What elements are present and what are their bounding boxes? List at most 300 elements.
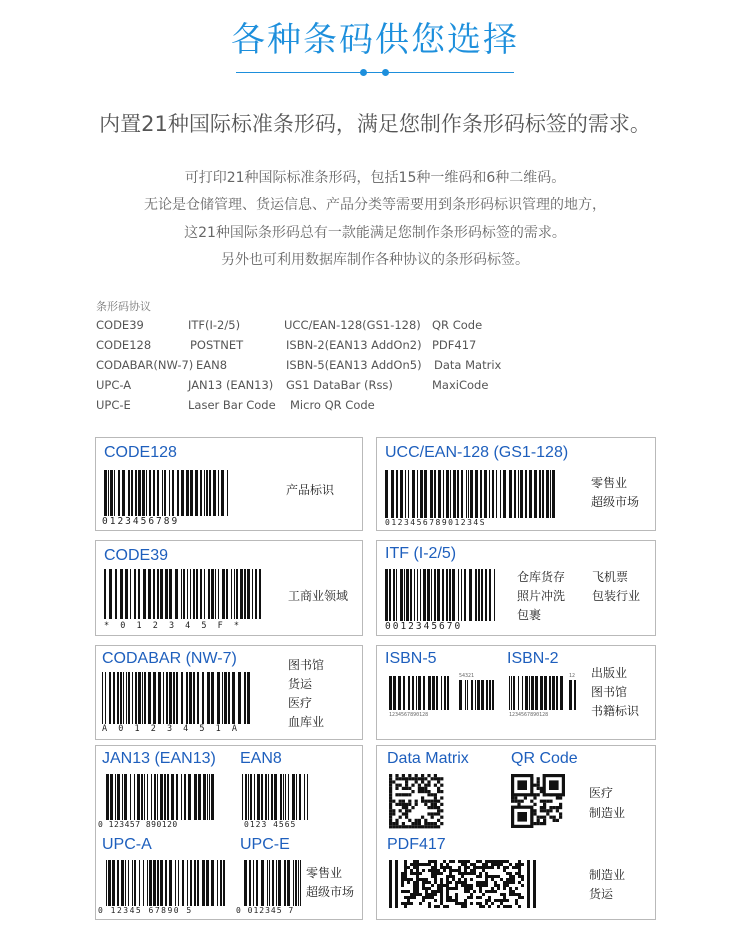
barcode-bar: [494, 569, 495, 621]
barcode-bar: [110, 470, 113, 516]
symbol-module: [402, 774, 405, 777]
symbol-module: [431, 793, 434, 796]
symbol-module: [389, 899, 392, 902]
symbol-module: [419, 863, 422, 866]
protocol-item: JAN13 (EAN13): [188, 378, 274, 392]
pdf417-code: [389, 860, 537, 910]
symbol-module: [549, 816, 552, 819]
barcode-bar: [124, 774, 127, 820]
barcode-bar: [416, 676, 417, 710]
symbol-module: [411, 822, 414, 825]
protocol-item: UCC/EAN-128(GS1-128): [284, 318, 421, 332]
symbol-module: [424, 825, 427, 828]
symbol-module: [434, 869, 437, 872]
barcode-bar: [520, 470, 523, 518]
barcode-bar: [438, 470, 441, 518]
symbol-module: [515, 863, 518, 866]
barcode-bar: [406, 569, 409, 621]
symbol-module: [434, 905, 437, 908]
barcode-type-label: CODABAR (NW-7): [102, 650, 237, 667]
symbol-module: [395, 863, 398, 866]
usage-tag: 照片冲洗: [517, 589, 566, 603]
symbol-module: [411, 790, 414, 793]
barcode-bar: [418, 676, 421, 710]
symbol-module: [418, 790, 421, 793]
symbol-module: [473, 866, 476, 869]
barcode-bar: [134, 774, 135, 820]
symbol-module: [549, 800, 552, 803]
barcode-bar: [437, 569, 440, 621]
barcode-bar: [104, 470, 107, 516]
usage-tag: 图书馆: [591, 685, 628, 699]
symbol-module: [494, 863, 497, 866]
usage-tag: 制造业: [589, 806, 626, 820]
symbol-module: [506, 866, 509, 869]
symbol-module: [405, 793, 408, 796]
barcode-bar: [432, 676, 435, 710]
barcode-bar: [195, 470, 198, 516]
barcode-bar: [165, 860, 167, 906]
symbol-module: [491, 887, 494, 890]
barcode-bar: [109, 569, 112, 619]
symbol-module: [443, 869, 446, 872]
barcode-bar: [408, 676, 410, 710]
symbol-module: [488, 899, 491, 902]
barcode-bar: [162, 470, 163, 516]
addon-digits: 54321: [459, 673, 475, 679]
barcode-bar: [255, 569, 257, 619]
symbol-module: [419, 893, 422, 896]
barcode-bar: [492, 680, 494, 710]
symbol-module: [389, 803, 392, 806]
barcode-bar: [389, 569, 391, 621]
barcode-bar: [450, 470, 451, 518]
symbol-module: [503, 905, 506, 908]
barcode-bar: [202, 860, 205, 906]
barcode-bar: [221, 470, 224, 516]
barcode-bar: [147, 774, 148, 820]
symbol-module: [440, 884, 443, 887]
symbol-module: [402, 803, 405, 806]
symbol-module: [506, 878, 509, 881]
barcode-bar: [254, 774, 255, 820]
symbol-module: [533, 899, 536, 902]
symbol-module: [559, 796, 562, 799]
symbol-module: [392, 780, 395, 783]
barcode-bar: [160, 569, 163, 619]
symbol-module: [500, 902, 503, 905]
symbol-module: [556, 809, 559, 812]
symbol-module: [509, 881, 512, 884]
symbol-module: [446, 863, 449, 866]
barcode-bar: [391, 470, 394, 518]
barcode-bar: [147, 860, 148, 906]
usage-tag: 制造业: [589, 868, 626, 882]
symbol-module: [488, 875, 491, 878]
symbol-module: [540, 800, 543, 803]
symbol-module: [410, 863, 413, 866]
barcode-bar: [268, 774, 269, 820]
barcode-bar: [465, 680, 466, 710]
symbol-module: [434, 793, 437, 796]
barcode-bar: [485, 569, 487, 621]
symbol-module: [418, 787, 421, 790]
symbol-module: [413, 866, 416, 869]
symbol-module: [402, 825, 405, 828]
symbol-module: [402, 812, 405, 815]
symbol-module: [395, 787, 398, 790]
symbol-module: [485, 863, 488, 866]
symbol-module: [405, 780, 408, 783]
symbol-module: [485, 881, 488, 884]
symbol-module: [405, 812, 408, 815]
usage-tag: 零售业: [306, 866, 343, 880]
symbol-module: [402, 793, 405, 796]
symbol-module: [479, 887, 482, 890]
symbol-module: [395, 872, 398, 875]
symbol-module: [434, 860, 437, 863]
symbol-module: [395, 869, 398, 872]
symbol-module: [395, 902, 398, 905]
symbol-module: [395, 822, 398, 825]
data-matrix-code: [389, 774, 445, 830]
symbol-module: [527, 881, 530, 884]
symbol-module: [431, 816, 434, 819]
symbol-module: [427, 806, 430, 809]
symbol-module: [521, 800, 524, 803]
symbol-module: [424, 819, 427, 822]
barcode-type-label: CODE128: [104, 444, 177, 461]
barcode-bar: [271, 774, 273, 820]
symbol-module: [434, 803, 437, 806]
symbol-module: [399, 777, 402, 780]
symbol-module: [418, 819, 421, 822]
barcode-bar: [300, 860, 301, 906]
barcode-bar: [217, 672, 220, 724]
symbol-module: [494, 899, 497, 902]
symbol-module: [546, 812, 549, 815]
symbol-module: [437, 777, 440, 780]
symbol-module: [452, 875, 455, 878]
symbol-module: [549, 809, 552, 812]
barcode-bar: [298, 860, 299, 906]
symbol-module: [546, 800, 549, 803]
symbol-module: [446, 881, 449, 884]
symbol-module: [410, 902, 413, 905]
symbol-module: [533, 866, 536, 869]
barcode-bar: [412, 676, 414, 710]
symbol-module: [389, 796, 392, 799]
symbol-module: [408, 803, 411, 806]
barcode-bar: [449, 569, 451, 621]
symbol-module: [416, 881, 419, 884]
barcode-bar: [469, 569, 472, 621]
symbol-module: [405, 803, 408, 806]
symbol-module: [509, 872, 512, 875]
symbol-module: [411, 825, 414, 828]
barcode-bar: [206, 860, 209, 906]
barcode-bar: [248, 774, 249, 820]
symbol-module: [443, 866, 446, 869]
symbol-module: [521, 896, 524, 899]
symbol-module: [518, 866, 521, 869]
symbol-module: [399, 793, 402, 796]
barcode-bar: [417, 569, 418, 621]
symbol-module: [533, 881, 536, 884]
symbol-module: [422, 869, 425, 872]
symbol-module: [506, 899, 509, 902]
symbol-module: [461, 863, 464, 866]
symbol-module: [389, 812, 392, 815]
barcode-bar: [244, 672, 246, 724]
isbn2-main-barcode: [509, 676, 565, 710]
symbol-module: [543, 816, 546, 819]
barcode-bar: [154, 774, 156, 820]
barcode-bar: [467, 680, 468, 710]
symbol-module: [413, 890, 416, 893]
barcode-bar: [211, 569, 214, 619]
symbol-module: [401, 878, 404, 881]
usage-tag: 仓库货存: [517, 570, 566, 584]
symbol-module: [500, 899, 503, 902]
addon-digits: 12: [569, 673, 576, 679]
symbol-module: [389, 780, 392, 783]
symbol-module: [458, 878, 461, 881]
barcode-bar: [489, 569, 491, 621]
symbol-module: [497, 884, 500, 887]
barcode-bar: [244, 860, 247, 906]
symbol-module: [485, 899, 488, 902]
symbol-module: [416, 887, 419, 890]
symbol-module: [389, 790, 392, 793]
barcode-bar: [283, 774, 284, 820]
barcode-bar: [535, 676, 538, 710]
barcode-bar: [138, 672, 141, 724]
barcode-bar: [138, 470, 141, 516]
symbol-module: [537, 784, 540, 787]
symbol-module: [440, 881, 443, 884]
barcode-bar: [412, 470, 415, 518]
barcode-bar: [427, 569, 430, 621]
barcode-bar: [181, 774, 182, 820]
symbol-module: [503, 869, 506, 872]
barcode-bar: [184, 774, 186, 820]
barcode-bar: [529, 470, 532, 518]
barcode-bar: [182, 860, 184, 906]
symbol-module: [422, 896, 425, 899]
symbol-module: [514, 800, 517, 803]
barcode-bar: [500, 470, 501, 518]
protocol-item: CODABAR(NW-7): [96, 358, 194, 372]
symbol-module: [527, 899, 530, 902]
code128-barcode: [104, 470, 229, 516]
usage-tag: 血库业: [288, 715, 325, 729]
barcode-bar: [220, 860, 222, 906]
protocol-item: Micro QR Code: [290, 398, 375, 412]
barcode-bar: [414, 569, 415, 621]
barcode-bar: [160, 774, 163, 820]
barcode-bar: [240, 569, 243, 619]
usage-tag: 超级市场: [306, 885, 355, 899]
symbol-module: [437, 800, 440, 803]
symbol-module: [407, 899, 410, 902]
barcode-bar: [176, 672, 178, 724]
symbol-module: [434, 774, 437, 777]
symbol-module: [509, 893, 512, 896]
symbol-module: [470, 884, 473, 887]
symbol-module: [533, 863, 536, 866]
barcode-bar: [163, 672, 164, 724]
barcode-bar: [132, 672, 133, 724]
symbol-module: [503, 893, 506, 896]
description-line: 这21种国际条形码总有一款能满足您制作条形码标签的需求。: [184, 225, 566, 241]
barcode-type-label: UPC-A: [102, 836, 152, 853]
symbol-module: [467, 860, 470, 863]
barcode-bar: [261, 774, 263, 820]
barcode-bar: [138, 569, 140, 619]
symbol-module: [422, 881, 425, 884]
barcode-bar: [157, 774, 158, 820]
symbol-module: [533, 875, 536, 878]
symbol-module: [446, 875, 449, 878]
symbol-module: [437, 869, 440, 872]
barcode-type-label: CODE39: [104, 547, 169, 564]
symbol-module: [434, 825, 437, 828]
symbol-module: [434, 866, 437, 869]
symbol-module: [428, 905, 431, 908]
barcode-bar: [556, 676, 558, 710]
barcode-bar: [190, 569, 191, 619]
symbol-module: [533, 893, 536, 896]
barcode-digits: 0123 4565: [244, 820, 297, 829]
symbol-module: [446, 878, 449, 881]
symbol-module: [415, 777, 418, 780]
barcode-bar: [104, 569, 106, 619]
symbol-module: [419, 872, 422, 875]
symbol-module: [389, 787, 392, 790]
barcode-bar: [544, 676, 547, 710]
barcode-bar: [142, 470, 145, 516]
barcode-bar: [296, 774, 297, 820]
barcode-bar: [208, 569, 210, 619]
barcode-bar: [245, 774, 247, 820]
symbol-module: [455, 887, 458, 890]
barcode-bar: [244, 569, 246, 619]
barcode-bar: [478, 569, 480, 621]
symbol-module: [518, 860, 521, 863]
barcode-bar: [256, 860, 258, 906]
symbol-module: [419, 902, 422, 905]
symbol-module: [416, 890, 419, 893]
barcode-bar: [117, 860, 119, 906]
symbol-module: [479, 896, 482, 899]
symbol-module: [491, 875, 494, 878]
barcode-bar: [475, 569, 477, 621]
symbol-module: [488, 860, 491, 863]
symbol-module: [533, 896, 536, 899]
symbol-module: [395, 887, 398, 890]
barcode-bar: [106, 774, 109, 820]
barcode-bar: [574, 680, 576, 710]
symbol-module: [518, 863, 521, 866]
barcode-bar: [193, 569, 195, 619]
symbol-module: [461, 905, 464, 908]
symbol-module: [500, 860, 503, 863]
symbol-module: [470, 893, 473, 896]
symbol-module: [494, 890, 497, 893]
symbol-module: [461, 902, 464, 905]
symbol-module: [521, 884, 524, 887]
qr-code: [511, 774, 565, 828]
barcode-bar: [143, 860, 144, 906]
protocol-item: PDF417: [432, 338, 477, 352]
symbol-module: [446, 899, 449, 902]
symbol-module: [408, 777, 411, 780]
symbol-module: [416, 884, 419, 887]
barcode-bar: [108, 860, 111, 906]
symbol-module: [413, 860, 416, 863]
symbol-module: [455, 893, 458, 896]
symbol-module: [446, 896, 449, 899]
symbol-module: [428, 881, 431, 884]
symbol-module: [440, 816, 443, 819]
symbol-module: [407, 866, 410, 869]
usage-tag: 货运: [589, 887, 614, 901]
symbol-module: [434, 878, 437, 881]
symbol-module: [543, 803, 546, 806]
barcode-bar: [278, 860, 281, 906]
symbol-module: [395, 803, 398, 806]
symbol-module: [543, 809, 546, 812]
symbol-module: [402, 787, 405, 790]
symbol-module: [407, 881, 410, 884]
symbol-module: [527, 869, 530, 872]
barcode-bar: [529, 676, 530, 710]
symbol-module: [411, 777, 414, 780]
symbol-module: [399, 784, 402, 787]
symbol-module: [512, 875, 515, 878]
symbol-module: [476, 902, 479, 905]
barcode-bar: [190, 470, 193, 516]
barcode-digits: 012345678901234S: [385, 518, 487, 527]
symbol-module: [543, 806, 546, 809]
barcode-bar: [151, 774, 152, 820]
jan13-barcode: [106, 774, 218, 820]
symbol-module: [537, 819, 540, 822]
usage-tag: 医疗: [288, 696, 313, 710]
barcode-bar: [489, 680, 491, 710]
symbol-module: [482, 884, 485, 887]
barcode-bar: [443, 470, 444, 518]
symbol-module: [503, 899, 506, 902]
barcode-bar: [434, 470, 436, 518]
barcode-bar: [211, 860, 214, 906]
symbol-module: [431, 872, 434, 875]
barcode-bar: [178, 860, 179, 906]
barcode-bar: [396, 470, 398, 518]
symbol-module: [443, 884, 446, 887]
symbol-module: [440, 899, 443, 902]
protocol-item: UPC-E: [96, 398, 131, 412]
symbol-module: [440, 863, 443, 866]
barcode-bar: [250, 774, 252, 820]
symbol-module: [410, 872, 413, 875]
symbol-module: [402, 806, 405, 809]
barcode-bar: [157, 860, 159, 906]
symbol-module: [434, 875, 437, 878]
symbol-module: [458, 869, 461, 872]
barcode-bar: [143, 569, 146, 619]
